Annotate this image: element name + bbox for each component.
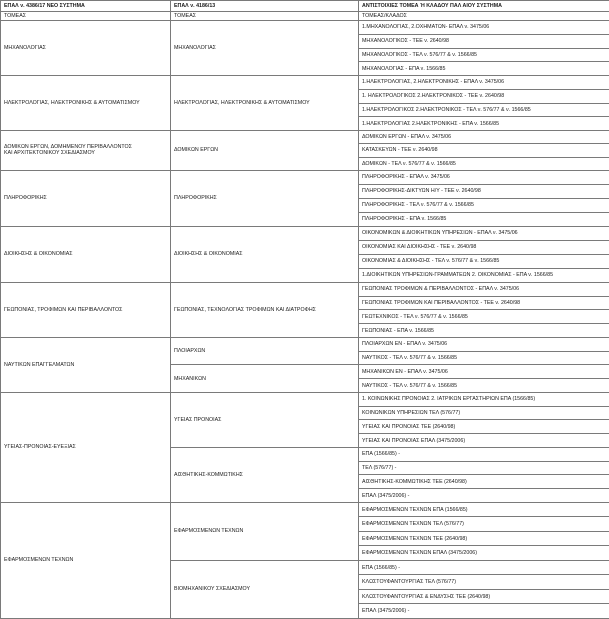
old-system-equivalence: ΚΑΤΑΣΚΕΥΩΝ - ΤΕΕ ν. 2640/98 [359, 144, 609, 157]
old-system-equivalence: ΚΛΩΣΤΟΥΦΑΝΤΟΥΡΓΙΑΣ ΤΕΛ (576/77) [359, 575, 609, 590]
table-row [1, 337, 609, 351]
header-row [1, 1, 609, 12]
sector-4186: ΓΕΩΠΟΝΙΑΣ, ΤΕΧΝΟΛΟΓΙΑΣ ΤΡΟΦΙΜΩΝ ΚΑΙ ΔΙΑΤΡΟΦΗΣ [171, 282, 359, 337]
old-system-equivalence: ΕΠΑΛ (3475/2006) - [359, 604, 609, 619]
table-row [1, 226, 609, 240]
old-system-equivalence: 1.ΗΛΕΚΤΡΟΛΟΓΙΑΣ, 2.ΗΛΕΚΤΡΟΝΙΚΗΣ - ΕΠΑΛ ν. 3475/06 [359, 76, 609, 90]
table-row [1, 282, 609, 296]
old-system-equivalence: ΠΛΗΡΟΦΟΡΙΚΗΣ-ΔΙΚΤΥΩΝ Η/Υ - ΤΕΕ ν. 2640/98 [359, 184, 609, 198]
old-system-equivalence: ΕΠΑ (1566/85) - [359, 447, 609, 461]
sector-4186: ΜΗΧΑΝΙΚΩΝ [171, 365, 359, 393]
sector-new-system: ΥΓΕΙΑΣ-ΠΡΟΝΟΙΑΣ-ΕΥΕΞΙΑΣ [1, 392, 171, 502]
old-system-equivalence: ΕΦΑΡΜΟΣΜΕΝΩΝ ΤΕΧΝΩΝ ΤΕΕ (2640/98) [359, 531, 609, 546]
old-system-equivalence: ΠΛΟΙΑΡΧΩΝ ΕΝ - ΕΠΑΛ ν. 3475/06 [359, 337, 609, 351]
header-col2: ΕΠΑΛ ν. 4186/13 [171, 1, 359, 12]
table-row [1, 21, 609, 35]
old-system-equivalence: ΟΙΚΟΝΟΜΙΑΣ & ΔΙΟΙΚΗΣΗΣ - ΤΕΛ ν. 576/77 & ν. 1566/85 [359, 254, 609, 268]
table-row [1, 392, 609, 406]
subheader-col2: ΤΟΜΕΑΣ [171, 12, 359, 21]
old-system-equivalence: ΚΛΩΣΤΟΥΦΑΝΤΟΥΡΓΙΑΣ & ΕΝΔΥΣΗΣ ΤΕΕ (2640/98) [359, 589, 609, 604]
subheader-col3: ΤΟΜΕΑΣ/ΚΛΑΔΟΣ [359, 12, 609, 21]
sector-new-system: ΔΟΜΙΚΩΝ ΕΡΓΩΝ, ΔΟΜΗΜΕΝΟΥ ΠΕΡΙΒΑΛΛΟΝΤΟΣ ΚΑΙ ΑΡΧΙΤΕΚΤΟΝΙΚΟΥ ΣΧΕΔΙΑΣΜΟΥ [1, 131, 171, 171]
old-system-equivalence: ΚΟΙΝΩΝΙΚΩΝ ΥΠΗΡΕΣΙΩΝ ΤΕΛ (576/77) [359, 406, 609, 420]
old-system-equivalence: 1. ΗΛΕΚΤΡΟΛΟΓΙΚΟΣ 2.ΗΛΕΚΤΡΟΝΙΚΟΣ - ΤΕΕ ν. 2640/98 [359, 89, 609, 103]
sector-4186: ΗΛΕΚΤΡΟΛΟΓΙΑΣ, ΗΛΕΚΤΡΟΝΙΚΗΣ & ΑΥΤΟΜΑΤΙΣΜΟΥ [171, 76, 359, 131]
old-system-equivalence: ΕΠΑΛ (3475/2006) - [359, 489, 609, 503]
table-row [1, 131, 609, 144]
old-system-equivalence: ΤΕΛ (576/77) - [359, 461, 609, 475]
sector-new-system: ΜΗΧΑΝΟΛΟΓΙΑΣ [1, 21, 171, 76]
sector-4186: ΑΙΣΘΗΤΙΚΗΣ-ΚΟΜΜΩΤΙΚΗΣ [171, 447, 359, 502]
old-system-equivalence: ΓΕΩΠΟΝΙΑΣ ΤΡΟΦΙΜΩΝ & ΠΕΡΙΒΑΛΛΟΝΤΟΣ - ΕΠΑΛ ν. 3475/06 [359, 282, 609, 296]
sector-4186: ΠΛΟΙΑΡΧΩΝ [171, 337, 359, 365]
subheader-col1: ΤΟΜΕΑΣ [1, 12, 171, 21]
old-system-equivalence: ΥΓΕΙΑΣ ΚΑΙ ΠΡΟΝΟΙΑΣ ΕΠΑΛ (3475/2006) [359, 434, 609, 448]
header-col3: ΑΝΤΙΣΤΟΙΧΙΕΣ ΤΟΜΕΑ Ή ΚΛΑΔΟΥ ΠΑΛ ΑΙΟΥ ΣΥΣΤΗΜΑ [359, 1, 609, 12]
old-system-equivalence: ΥΓΕΙΑΣ ΚΑΙ ΠΡΟΝΟΙΑΣ ΤΕΕ (2640/98) [359, 420, 609, 434]
table-row [1, 76, 609, 90]
old-system-equivalence: 1.ΗΛΕΚΤΡΟΛΟΓΙΚΟΣ 2.ΗΛΕΚΤΡΟΝΙΚΟΣ - ΤΕΛ ν. 576/77 & ν. 1566/85 [359, 103, 609, 117]
sector-4186: ΥΓΕΙΑΣ ΠΡΟΝΟΙΑΣ [171, 392, 359, 447]
old-system-equivalence: ΟΙΚΟΝΟΜΙΑΣ ΚΑΙ ΔΙΟΙΚΗΣΗΣ - ΤΕΕ ν. 2640/98 [359, 240, 609, 254]
subheader-row [1, 12, 609, 21]
sector-4186: ΕΦΑΡΜΟΣΜΕΝΩΝ ΤΕΧΝΩΝ [171, 502, 359, 560]
old-system-equivalence: ΔΟΜΙΚΩΝ - ΤΕΛ ν. 576/77 & ν. 1566/85 [359, 157, 609, 170]
sector-new-system: ΠΛΗΡΟΦΟΡΙΚΗΣ [1, 170, 171, 226]
old-system-equivalence: ΓΕΩΠΟΝΙΑΣ - ΕΠΑ ν. 1566/85 [359, 324, 609, 338]
old-system-equivalence: ΠΛΗΡΟΦΟΡΙΚΗΣ - ΤΕΛ ν. 576/77 & ν. 1566/85 [359, 198, 609, 212]
old-system-equivalence: ΜΗΧΑΝΟΛΟΓΙΑΣ - ΕΠΑ ν. 1566/85 [359, 62, 609, 76]
old-system-equivalence: ΕΦΑΡΜΟΣΜΕΝΩΝ ΤΕΧΝΩΝ ΕΠΑΛ (3475/2006) [359, 546, 609, 561]
sector-4186: ΒΙΟΜΗΧΑΝΙΚΟΥ ΣΧΕΔΙΑΣΜΟΥ [171, 560, 359, 618]
old-system-equivalence: ΓΕΩΤΕΧΝΙΚΟΣ - ΤΕΛ ν. 576/77 & ν. 1566/85 [359, 310, 609, 324]
header-col1: ΕΠΑΛ ν. 4386/17 ΝΕΟ ΣΥΣΤΗΜΑ [1, 1, 171, 12]
sector-4186: ΔΟΜΙΚΩΝ ΕΡΓΩΝ [171, 131, 359, 171]
table-row [1, 502, 609, 517]
sector-new-system: ΗΛΕΚΤΡΟΛΟΓΙΑΣ, ΗΛΕΚΤΡΟΝΙΚΗΣ & ΑΥΤΟΜΑΤΙΣΜΟΥ [1, 76, 171, 131]
old-system-equivalence: ΝΑΥΤΙΚΟΣ - ΤΕΛ ν. 576/77 & ν. 1566/85 [359, 379, 609, 393]
old-system-equivalence: ΑΙΣΘΗΤΙΚΗΣ-ΚΟΜΜΩΤΙΚΗΣ ΤΕΕ (2640/98) [359, 475, 609, 489]
old-system-equivalence: 1. ΚΟΙΝΩΝΙΚΗΣ ΠΡΟΝΟΙΑΣ 2. ΙΑΤΡΙΚΩΝ ΕΡΓΑΣΤΗΡΙΩΝ ΕΠΑ (1566/85) [359, 392, 609, 406]
old-system-equivalence: ΜΗΧΑΝΟΛΟΓΙΚΟΣ - ΤΕΛ ν. 576/77 & ν. 1566/85 [359, 48, 609, 62]
old-system-equivalence: 1.ΗΛΕΚΤΡΟΛΟΓΙΑΣ 2.ΗΛΕΚΤΡΟΝΙΚΗΣ - ΕΠΑ ν. 1566/85 [359, 117, 609, 131]
sector-4186: ΜΗΧΑΝΟΛΟΓΙΑΣ [171, 21, 359, 76]
old-system-equivalence: ΜΗΧΑΝΟΛΟΓΙΚΟΣ - ΤΕΕ ν. 2640/98 [359, 34, 609, 48]
table-body [1, 1, 609, 619]
sector-new-system: ΕΦΑΡΜΟΣΜΕΝΩΝ ΤΕΧΝΩΝ [1, 502, 171, 618]
old-system-equivalence: ΠΛΗΡΟΦΟΡΙΚΗΣ - ΕΠΑΛ ν. 3475/06 [359, 170, 609, 184]
old-system-equivalence: ΟΙΚΟΝΟΜΙΚΩΝ & ΔΙΟΙΚΗΤΙΚΩΝ ΥΠΗΡΕΣΙΩΝ - ΕΠΑΛ ν. 3475/06 [359, 226, 609, 240]
sector-new-system: ΔΙΟΙΚΗΣΗΣ & ΟΙΚΟΝΟΜΙΑΣ [1, 226, 171, 282]
old-system-equivalence: ΕΦΑΡΜΟΣΜΕΝΩΝ ΤΕΧΝΩΝ ΤΕΛ (576/77) [359, 517, 609, 532]
sector-4186: ΔΙΟΙΚΗΣΗΣ & ΟΙΚΟΝΟΜΙΑΣ [171, 226, 359, 282]
old-system-equivalence: 1.ΔΙΟΙΚΗΤΙΚΩΝ ΥΠΗΡΕΣΙΩΝ-ΓΡΑΜΜΑΤΕΩΝ 2. ΟΙΚΟΝΟΜΙΑΣ - ΕΠΑ ν. 1566/85 [359, 268, 609, 282]
old-system-equivalence: ΝΑΥΤΙΚΟΣ - ΤΕΛ ν. 576/77 & ν. 1566/85 [359, 351, 609, 365]
old-system-equivalence: ΓΕΩΠΟΝΙΑΣ ΤΡΟΦΙΜΩΝ ΚΑΙ ΠΕΡΙΒΑΛΛΟΝΤΟΣ - ΤΕΕ ν. 2640/98 [359, 296, 609, 310]
sector-new-system: ΓΕΩΠΟΝΙΑΣ, ΤΡΟΦΙΜΩΝ ΚΑΙ ΠΕΡΙΒΑΛΛΟΝΤΟΣ [1, 282, 171, 337]
table-row [1, 170, 609, 184]
sector-new-system: ΝΑΥΤΙΚΩΝ ΕΠΑΓΓΕΛΜΑΤΩΝ [1, 337, 171, 392]
sector-4186: ΠΛΗΡΟΦΟΡΙΚΗΣ [171, 170, 359, 226]
old-system-equivalence: ΕΦΑΡΜΟΣΜΕΝΩΝ ΤΕΧΝΩΝ ΕΠΑ (1566/85) [359, 502, 609, 517]
old-system-equivalence: 1.ΜΗΧΑΝΟΛΟΓΙΑΣ, 2.ΟΧΗΜΑΤΩΝ- ΕΠΑΛ ν. 3475/06 [359, 21, 609, 35]
old-system-equivalence: ΔΟΜΙΚΩΝ ΕΡΓΩΝ - ΕΠΑΛ ν. 3475/06 [359, 131, 609, 144]
old-system-equivalence: ΠΛΗΡΟΦΟΡΙΚΗΣ - ΕΠΑ ν. 1566/85 [359, 212, 609, 226]
old-system-equivalence: ΜΗΧΑΝΙΚΩΝ ΕΝ - ΕΠΑΛ ν. 3475/06 [359, 365, 609, 379]
old-system-equivalence: ΕΠΑ (1566/85) - [359, 560, 609, 575]
